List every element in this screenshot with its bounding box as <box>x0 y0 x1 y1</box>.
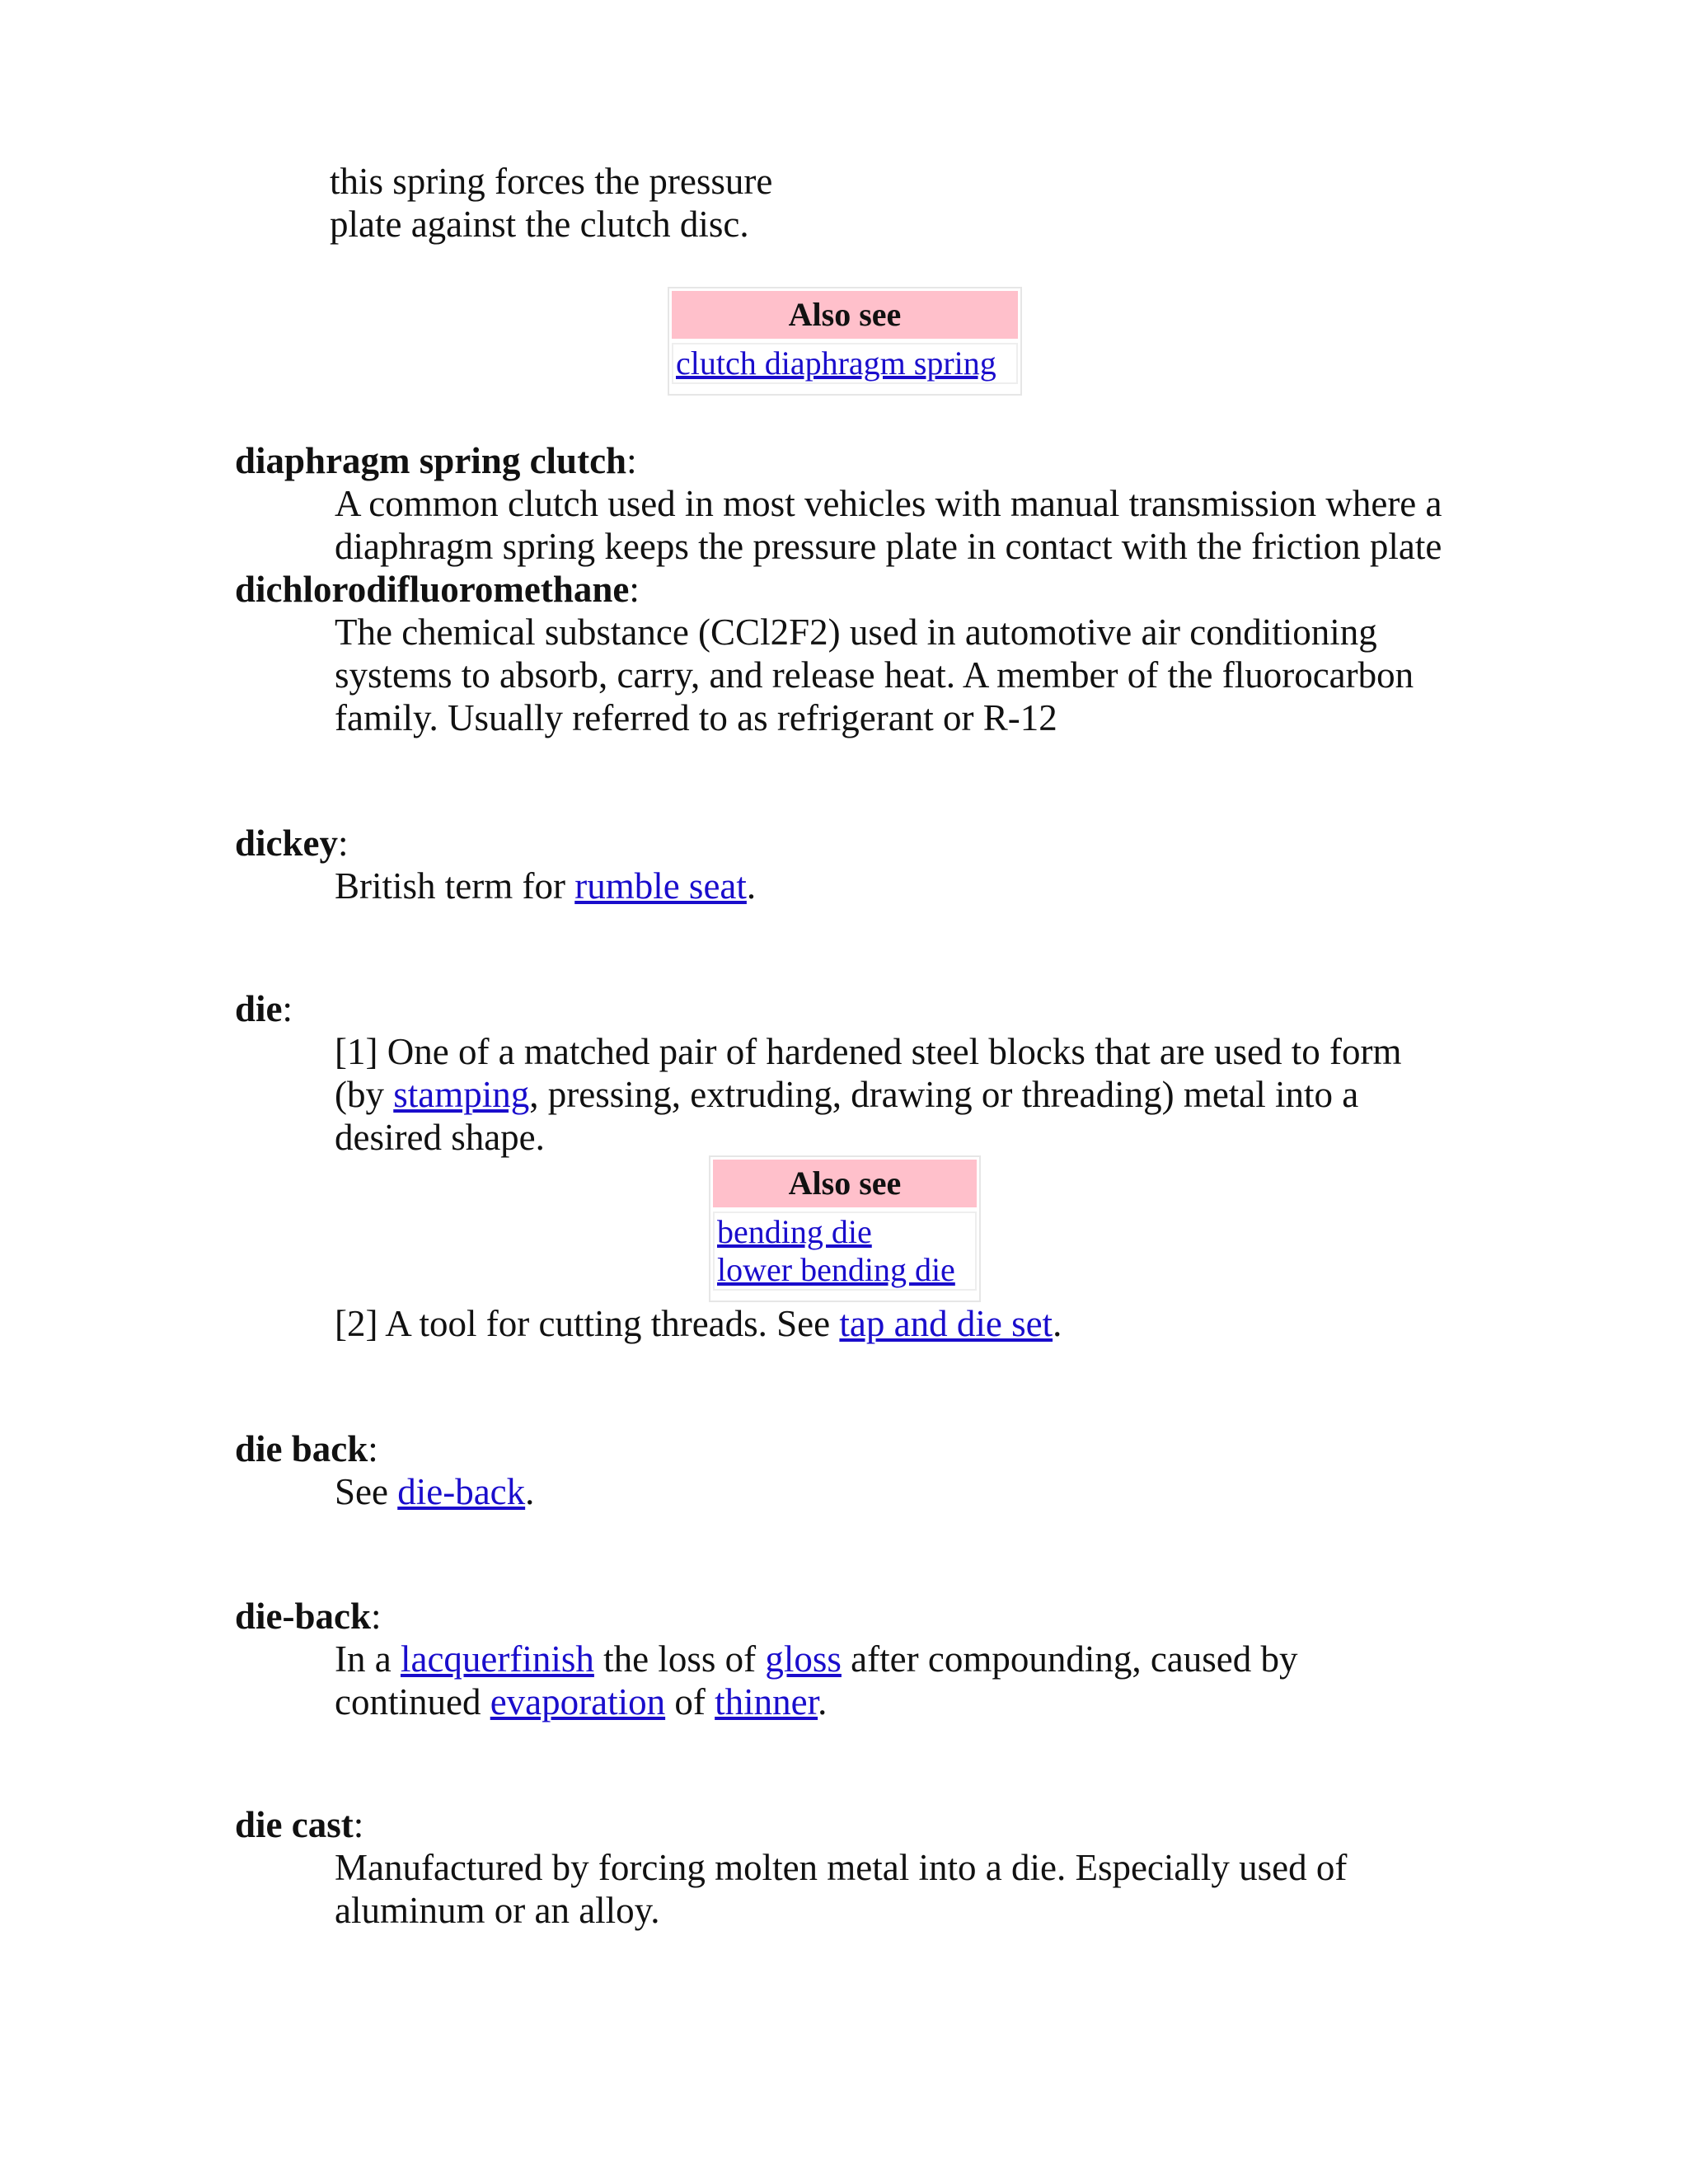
entry-term <box>235 568 640 611</box>
term-colon: : <box>282 988 293 1029</box>
entry-term <box>235 1595 382 1638</box>
term-die: die <box>235 988 283 1029</box>
term-colon: : <box>368 1428 378 1469</box>
definition-text: . <box>818 1681 828 1722</box>
link-thinner[interactable]: thinner <box>715 1681 818 1722</box>
definition-dichlorodifluoromethane: The chemical substance (CCl2F2) used in automotive air conditioning systems to absorb, carry, and release heat. A member of the fluorocarbon family. Usually referred to as refrigerant or R-12 <box>335 612 1414 738</box>
link-lacquerfinish[interactable]: lacquerfinish <box>400 1638 594 1680</box>
also-see-links <box>713 1212 977 1291</box>
entry-term <box>235 822 349 865</box>
link-tap-and-die-set[interactable]: tap and die set <box>839 1303 1053 1344</box>
entry-term <box>235 1427 378 1470</box>
definition-text: [1] One of a matched pair of hardened steel blocks that are used to form (by <box>335 1031 1402 1115</box>
definition-text: . <box>1053 1303 1062 1344</box>
definition-text: . <box>525 1471 535 1512</box>
definition-text: of <box>665 1681 715 1722</box>
link-lower-bending-die[interactable]: lower bending die <box>717 1251 955 1288</box>
definition-text: the loss of <box>593 1638 766 1680</box>
link-evaporation[interactable]: evaporation <box>490 1681 666 1722</box>
definition-text: In a <box>335 1638 401 1680</box>
definition-die-2 <box>335 1302 1472 1345</box>
term-colon: : <box>338 823 349 864</box>
term-die-back-space: die back <box>235 1428 368 1469</box>
term-die-cast: die cast <box>235 1804 354 1845</box>
definition-dickey <box>335 865 1472 907</box>
definition-text: . <box>746 865 757 907</box>
also-see-heading: Also see <box>672 291 1018 339</box>
term-die-back: die-back <box>235 1596 372 1637</box>
definition-die-back-space <box>335 1470 1472 1513</box>
link-die-back[interactable]: die-back <box>397 1471 526 1512</box>
definition-text: after compounding, caused by continued <box>335 1638 1298 1722</box>
definition-die-back <box>335 1638 1439 1723</box>
link-clutch-diaphragm-spring[interactable]: clutch diaphragm spring <box>676 344 996 382</box>
definition-die-1 <box>335 1030 1456 1159</box>
link-bending-die[interactable]: bending die <box>717 1213 872 1250</box>
also-see-heading: Also see <box>713 1160 977 1207</box>
also-see-links <box>672 343 1018 384</box>
definition-text: See <box>335 1471 398 1512</box>
entry-term <box>235 987 293 1030</box>
entry-term <box>235 1803 363 1846</box>
term-colon: : <box>626 440 637 481</box>
definition-diaphragm-spring-clutch: A common clutch used in most vehicles with manual transmission where a diaphragm spring keeps the pressure plate in contact with the friction plate <box>335 483 1442 567</box>
definition-text: British term for <box>335 865 575 907</box>
term-colon: : <box>629 569 640 610</box>
definition-die-cast: Manufactured by forcing molten metal into a die. Especially used of aluminum or an alloy. <box>335 1847 1348 1931</box>
also-see-box <box>668 287 1022 396</box>
term-dickey: dickey <box>235 823 339 864</box>
term-colon: : <box>353 1804 364 1845</box>
link-gloss[interactable]: gloss <box>765 1638 842 1680</box>
term-dichlorodifluoromethane: dichlorodifluoromethane <box>235 569 630 610</box>
link-rumble-seat[interactable]: rumble seat <box>574 865 747 907</box>
continued-line-2: plate against the clutch disc. <box>330 204 749 245</box>
link-stamping[interactable]: stamping <box>393 1074 530 1115</box>
also-see-box <box>709 1155 981 1302</box>
term-diaphragm-spring-clutch: diaphragm spring clutch <box>235 440 627 481</box>
continued-line-1: this spring forces the pressure <box>330 161 773 202</box>
entry-term <box>235 439 637 482</box>
continued-definition <box>330 160 772 246</box>
definition-text: , pressing, extruding, drawing or threading) metal into a desired shape. <box>335 1074 1359 1158</box>
definition-text: [2] A tool for cutting threads. See <box>335 1303 840 1344</box>
term-colon: : <box>371 1596 382 1637</box>
